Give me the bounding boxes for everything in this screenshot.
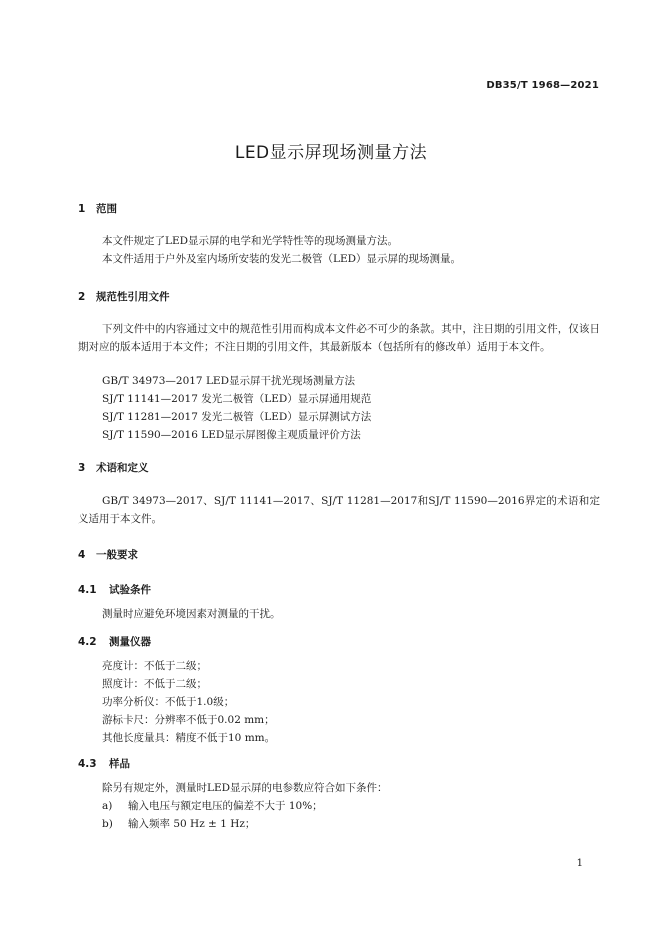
page-number: 1 — [576, 858, 583, 869]
section-title: 一般要求 — [96, 549, 138, 561]
paragraph: GB/T 34973—2017、SJ/T 11141—2017、SJ/T 11281—2017和SJ/T 11590—2016界定的术语和定义适用于本文件。 — [78, 495, 600, 525]
list-item — [102, 815, 255, 833]
subsection-heading-4-2 — [78, 634, 151, 649]
subsection-heading-4-3 — [78, 756, 130, 771]
section-number: 3 — [78, 462, 86, 474]
subsection-heading-4-1 — [78, 582, 151, 597]
instrument-item: 亮度计：不低于二级； — [102, 660, 207, 672]
section-number: 2 — [78, 291, 86, 303]
list-item-text: 输入电压与额定电压的偏差不大于 10%； — [128, 800, 323, 812]
list-item-text: 输入频率 50 Hz ± 1 Hz； — [128, 818, 256, 830]
section-title: 术语和定义 — [96, 462, 149, 474]
section-number: 1 — [78, 203, 86, 215]
subsection-number: 4.3 — [78, 758, 97, 770]
paragraph: 本文件适用于户外及室内场所安装的发光二极管（LED）显示屏的现场测量。 — [102, 253, 462, 265]
list-item-label: b) — [102, 818, 113, 830]
subsection-title: 样品 — [109, 758, 130, 770]
subsection-number: 4.2 — [78, 636, 97, 648]
paragraph: 下列文件中的内容通过文中的规范性引用而构成本文件必不可少的条款。其中，注日期的引用文件，仅该日期对应的版本适用于本文件；不注日期的引用文件，其最新版本（包括所有的修改单）适用于本文件。 — [78, 323, 600, 353]
section-heading-1 — [78, 201, 117, 216]
paragraph: 测量时应避免环境因素对测量的干扰。 — [102, 608, 281, 620]
instrument-item: 其他长度量具：精度不低于10 mm。 — [102, 732, 276, 744]
section-title: 规范性引用文件 — [96, 291, 170, 303]
reference-item: GB/T 34973—2017 LED显示屏干扰光现场测量方法 — [102, 375, 355, 387]
subsection-title: 试验条件 — [109, 584, 151, 596]
instrument-item: 照度计：不低于二级； — [102, 678, 207, 690]
document-number: DB35/T 1968—2021 — [486, 80, 599, 91]
instrument-item: 游标卡尺：分辨率不低于0.02 mm； — [102, 714, 275, 726]
reference-item: SJ/T 11281—2017 发光二极管（LED）显示屏测试方法 — [102, 411, 372, 423]
instrument-item: 功率分析仪：不低于1.0级； — [102, 696, 235, 708]
reference-item: SJ/T 11141—2017 发光二极管（LED）显示屏通用规范 — [102, 393, 372, 405]
paragraph: 本文件规定了LED显示屏的电学和光学特性等的现场测量方法。 — [102, 235, 399, 247]
list-item-label: a) — [102, 800, 113, 812]
paragraph: 除另有规定外，测量时LED显示屏的电参数应符合如下条件： — [102, 782, 388, 794]
section-heading-3 — [78, 460, 149, 475]
reference-item: SJ/T 11590—2016 LED显示屏图像主观质量评价方法 — [102, 429, 361, 441]
subsection-title: 测量仪器 — [109, 636, 151, 648]
section-number: 4 — [78, 549, 86, 561]
section-heading-4 — [78, 547, 138, 562]
section-title: 范围 — [96, 203, 117, 215]
section-heading-2 — [78, 289, 170, 304]
document-title: LED显示屏现场测量方法 — [234, 143, 428, 163]
subsection-number: 4.1 — [78, 584, 97, 596]
list-item — [102, 797, 323, 815]
